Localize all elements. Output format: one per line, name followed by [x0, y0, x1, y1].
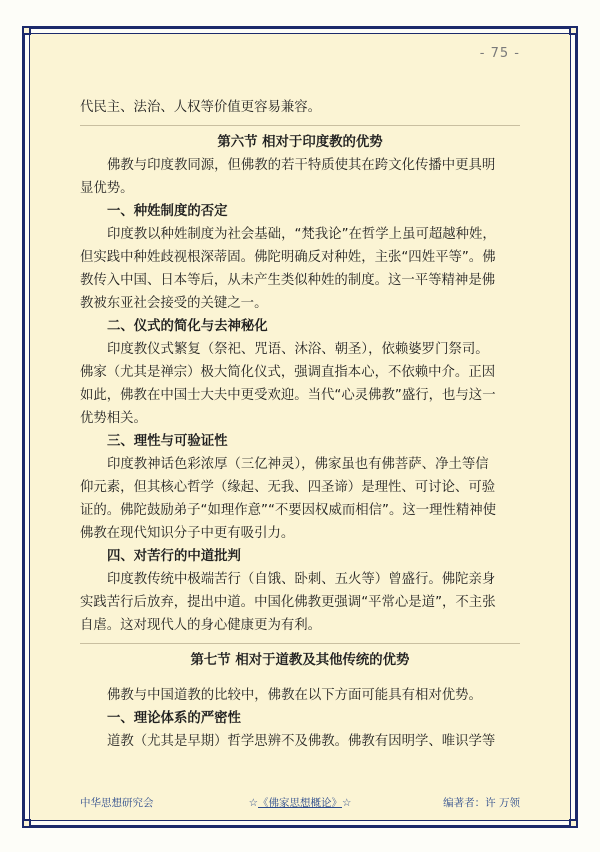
paragraph-line: 但实践中种姓歧视根深蒂固。佛陀明确反对种姓，主张“四姓平等”。佛 [80, 250, 496, 265]
star-icon: ☆ [248, 797, 258, 809]
paragraph-line: 显优势。 [80, 181, 134, 196]
paragraph-line: 印度教仪式繁复（祭祀、咒语、沐浴、朝圣），依赖婆罗门祭司。 [107, 342, 489, 357]
paragraph-line: 如此，佛教在中国士大夫中更受欢迎。当代“心灵佛教”盛行，也与这一 [80, 388, 496, 403]
paragraph-line: 印度教传统中极端苦行（自饿、卧刺、五火等）曾盛行。佛陀亲身 [107, 572, 496, 587]
footer-organization: 中华思想研究会 [80, 797, 154, 809]
paragraph-line: 证的。佛陀鼓励弟子“如理作意”“不要因权威而相信”。这一理性精神使 [80, 503, 497, 518]
paragraph-line: 佛教与印度教同源，但佛教的若干特质使其在跨文化传播中更具明 [107, 158, 496, 173]
section-divider [80, 643, 520, 644]
section-title: 第七节 相对于道教及其他传统的优势 [190, 653, 410, 668]
paragraph-line: 印度教以种姓制度为社会基础，“梵我论”在哲学上虽可超越种姓， [107, 227, 496, 242]
paragraph-line: 优势相关。 [80, 411, 147, 426]
paragraph-line: 实践苦行后放弃，提出中道。中国化佛教更强调“平常心是道”，不主张 [80, 595, 496, 610]
section-title: 第六节 相对于印度教的优势 [217, 135, 383, 150]
subsection-heading: 三、理性与可验证性 [107, 434, 228, 449]
section-divider [80, 125, 520, 126]
border-corner-ornament [22, 819, 31, 828]
page-footer [80, 795, 520, 811]
paragraph-line: 仰元素，但其核心哲学（缘起、无我、四圣谛）是理性、可讨论、可验 [80, 480, 496, 495]
paragraph-line: 佛教与中国道教的比较中，佛教在以下方面可能具有相对优势。 [107, 688, 482, 703]
page-content [80, 96, 520, 753]
paragraph-line: 印度教神话色彩浓厚（三亿神灵），佛家虽也有佛菩萨、净土等信 [107, 457, 489, 472]
border-corner-ornament [569, 26, 578, 35]
paragraph-line: 佛家（尤其是禅宗）极大简化仪式，强调直指本心，不依赖中介。正因 [80, 365, 496, 380]
paragraph-line: 道教（尤其是早期）哲学思辨不及佛教。佛教有因明学、唯识学等 [107, 734, 496, 749]
paragraph-line: 自虐。这对现代人的身心健康更为有利。 [80, 618, 322, 633]
paragraph-continuation: 代民主、法治、人权等价值更容易兼容。 [80, 100, 322, 115]
paragraph-line: 教被东亚社会接受的关键之一。 [80, 296, 268, 311]
footer-book-title-text: 《佛家思想概论》 [258, 797, 342, 809]
footer-author: 编著者：许 万领 [443, 797, 520, 809]
paragraph-line: 教传入中国、日本等后，从未产生类似种姓的制度。这一平等精神是佛 [80, 273, 496, 288]
subsection-heading: 一、种姓制度的否定 [107, 204, 228, 219]
paragraph-line: 佛教在现代知识分子中更有吸引力。 [80, 526, 295, 541]
page-number: - 75 - [479, 46, 520, 61]
subsection-heading: 四、对苦行的中道批判 [107, 549, 241, 564]
star-icon: ☆ [342, 797, 352, 809]
subsection-heading: 二、仪式的简化与去神秘化 [107, 319, 268, 334]
border-corner-ornament [569, 819, 578, 828]
border-corner-ornament [22, 26, 31, 35]
subsection-heading: 一、理论体系的严密性 [107, 711, 241, 726]
